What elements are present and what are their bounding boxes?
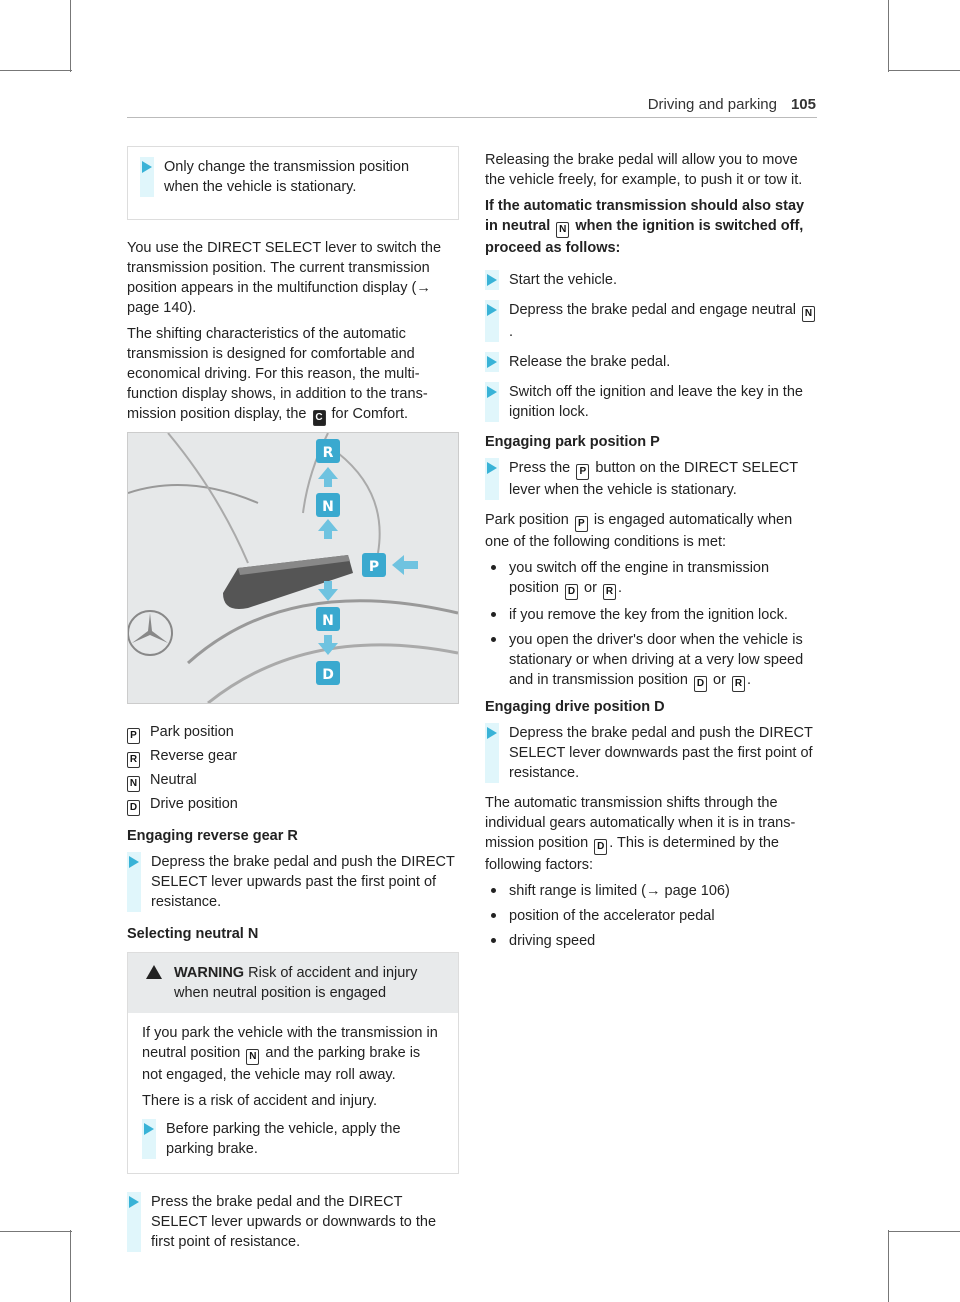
warning-subtitle: Risk of accident and injury when neutral position is engaged [174, 965, 418, 1001]
section-heading: Selecting neutral N [127, 926, 259, 942]
neutral-symbol-icon: N [127, 776, 140, 792]
legend-text: Drive position [150, 796, 238, 812]
drive-symbol-icon: D [594, 839, 607, 855]
list-item: driving speed [485, 931, 817, 951]
step-arrow-icon [487, 386, 497, 398]
legend-text: Park position [150, 724, 234, 740]
drive-symbol-icon: D [565, 584, 578, 600]
step-text: Release the brake pedal. [509, 354, 671, 370]
step-text: Only change the transmission position when the vehicle is stationary. [164, 159, 410, 195]
instruction-step: Depress the brake pedal and engage neutral N. [485, 300, 817, 342]
paragraph: Releasing the brake pedal will allow you to move the vehicle freely, for example, to push it or tow it. [485, 152, 803, 188]
section-heading: Engaging drive position D [485, 699, 665, 715]
step-arrow-icon [144, 1123, 154, 1135]
step-arrow-icon [487, 356, 497, 368]
legend-item [127, 794, 459, 816]
instruction-step [127, 852, 459, 912]
instruction-step [485, 352, 817, 372]
svg-text:R: R [322, 445, 334, 461]
step-text: Switch off the ignition and leave the key in the ignition lock. [509, 384, 803, 420]
drive-symbol-icon: D [694, 676, 707, 692]
step-text: Start the vehicle. [509, 272, 617, 288]
crop-mark [888, 0, 889, 72]
crop-mark [888, 1230, 889, 1302]
step-text: Press the brake pedal and the DIRECT SELECT lever upwards or downwards to the first point of resistance. [151, 1194, 437, 1250]
right-column [485, 150, 817, 956]
warning-text: There is a risk of accident and injury. [142, 1093, 378, 1109]
lever-illustration [128, 433, 458, 703]
legend-item [127, 722, 459, 744]
park-symbol-icon: P [575, 516, 588, 532]
legend-text: Neutral [150, 772, 197, 788]
page-header [648, 95, 816, 115]
warning-text: If you park the vehicle with the transmission in neutral position N and the parking brake is not engaged, the vehicle may roll away. [142, 1025, 438, 1083]
warning-box [127, 952, 459, 1174]
reverse-symbol-icon: R [127, 752, 140, 768]
drive-symbol-icon: D [127, 800, 140, 816]
section-heading: Engaging reverse gear R [127, 828, 298, 844]
step-arrow-icon [142, 161, 152, 173]
section-heading: Engaging park position P [485, 434, 660, 450]
svg-text:D: D [322, 667, 334, 683]
instruction-step: Press the P button on the DIRECT SELECT lever when the vehicle is stationary. [485, 458, 817, 500]
crop-mark [70, 1230, 71, 1302]
neutral-symbol-icon: N [246, 1049, 259, 1065]
step-text: Depress the brake pedal and engage neutral [509, 302, 796, 318]
list-item: if you remove the key from the ignition lock. [485, 605, 817, 625]
instruction-step [485, 270, 817, 290]
park-symbol-icon: P [127, 728, 140, 744]
direct-select-lever-figure [127, 432, 459, 704]
paragraph: The shifting characteristics of the automatic transmission is designed for comfortable and economical driving. For this reason, the multi-function display shows, in addition to the trans-mission position display, the C for Comfort. [127, 324, 459, 426]
paragraph: The automatic transmission shifts through the individual gears automatically when it is in trans-mission position D . This is determined by the following factors: [485, 795, 796, 873]
crop-mark [888, 70, 960, 71]
warning-icon [146, 965, 162, 979]
step-text: Depress the brake pedal and push the DIRECT SELECT lever upwards past the first point of resistance. [151, 854, 455, 910]
step-text: Depress the brake pedal and push the DIRECT SELECT lever downwards past the first point of resistance. [509, 725, 813, 781]
reverse-symbol-icon: R [732, 676, 745, 692]
step-arrow-icon [129, 856, 139, 868]
park-symbol-icon: P [576, 464, 589, 480]
step-arrow-icon [129, 1196, 139, 1208]
svg-text:N: N [322, 613, 334, 629]
left-column [127, 146, 459, 1262]
reverse-symbol-icon: R [603, 584, 616, 600]
legend-item [127, 770, 459, 792]
neutral-symbol-icon: N [556, 222, 569, 238]
instruction-step [485, 382, 817, 422]
section-title: Driving and parking [647, 96, 777, 113]
header-divider [127, 117, 817, 118]
instruction-step [140, 157, 446, 197]
paragraph: You use the DIRECT SELECT lever to switch the transmission position. The current transmission position appears in the multifunction display (→ page 140). [127, 240, 442, 316]
step-arrow-icon [487, 462, 497, 474]
svg-text:P: P [368, 559, 380, 575]
instruction-step [485, 723, 817, 783]
crop-mark [888, 1231, 960, 1232]
step-arrow-icon [487, 727, 497, 739]
list-item: position of the accelerator pedal [485, 906, 817, 926]
paragraph: Park position P is engaged automatically when one of the following conditions is met: [485, 512, 793, 550]
legend-text: Reverse gear [150, 748, 238, 764]
list-item: shift range is limited (→ page 106) [485, 881, 817, 901]
step-arrow-icon [487, 274, 497, 286]
instruction-step [127, 1192, 459, 1252]
svg-text:N: N [322, 499, 334, 515]
crop-mark [0, 70, 72, 71]
step-text: Before parking the vehicle, apply the parking brake. [166, 1121, 401, 1157]
warning-body [128, 1013, 458, 1173]
list-item: you open the driver's door when the vehicle is stationary or when driving at a very low speed and in transmission position D or R . [485, 630, 817, 692]
instruction-step [142, 1119, 444, 1159]
section-heading: If the automatic transmission should also stay in neutral N when the ignition is switched off, proceed as follows: [485, 198, 805, 256]
neutral-symbol-icon: N [802, 306, 815, 322]
page-number: 105 [790, 96, 816, 113]
legend-item [127, 746, 459, 768]
crop-mark [70, 0, 71, 72]
comfort-symbol-icon: C [313, 410, 326, 426]
warning-title: WARNING [174, 965, 245, 981]
warning-header [128, 953, 458, 1013]
crop-mark [0, 1231, 72, 1232]
note-box [127, 146, 459, 220]
step-arrow-icon [487, 304, 497, 316]
list-item: you switch off the engine in transmission position D or R . [485, 558, 817, 600]
